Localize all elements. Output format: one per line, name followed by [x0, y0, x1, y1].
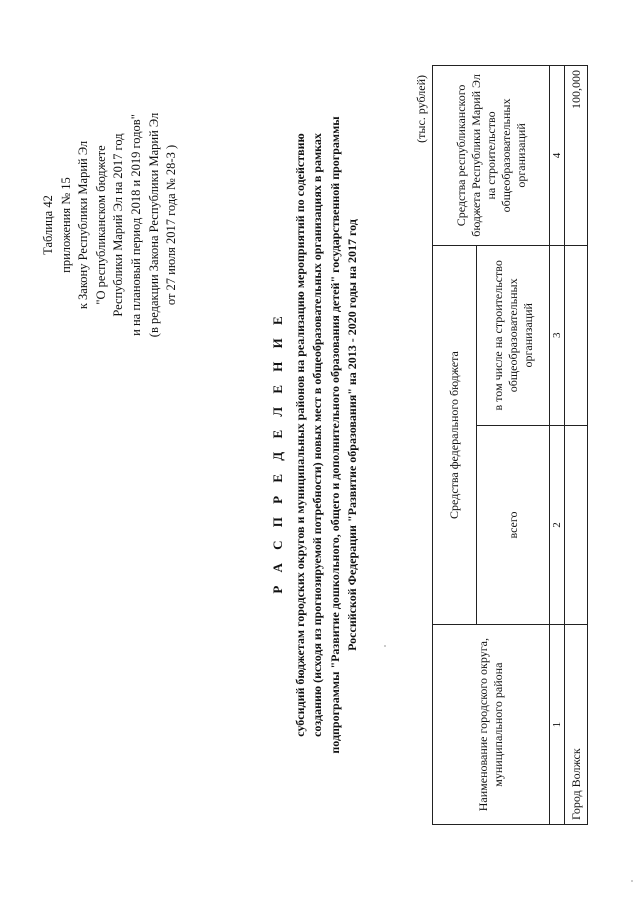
column-number: 4 [550, 66, 565, 246]
units-label: (тыс. рублей) [414, 75, 428, 143]
header-name: Наименование городского округа, муниципального района [433, 625, 550, 825]
document-title: Р А С П Р Е Д Е Л Е Н И Е [270, 311, 285, 594]
subtitle-line: созданию (исходя из прогнозируемой потребности) новых мест в общеобразовательных организациях в рамках [310, 133, 325, 737]
header-federal-total: всего [477, 425, 550, 625]
header-row [433, 66, 477, 825]
document-subtitle [292, 65, 362, 805]
row-republic: 100,000 [565, 66, 588, 246]
header-republic: Средства республиканского бюджета Республики Марий Эл на строительство общеобразовательных организаций [433, 66, 550, 246]
header-federal: Средства федерального бюджета [433, 245, 477, 624]
scan-speck [384, 645, 386, 647]
column-number: 3 [550, 245, 565, 425]
scan-speck [631, 880, 633, 882]
reference-line: приложения № 15 [58, 177, 73, 273]
table-row [565, 66, 588, 825]
reference-line: Таблица 42 [41, 195, 55, 255]
header-federal-construction: в том числе на строительство общеобразовательных организаций [477, 245, 550, 425]
row-federal-total [565, 425, 588, 625]
reference-line: "О республиканском бюджете [93, 145, 108, 305]
reference-line: и на плановый период 2018 и 2019 годов" [128, 114, 143, 336]
row-federal-construction [565, 245, 588, 425]
distribution-table [432, 65, 588, 825]
row-name: Город Волжск [565, 625, 588, 825]
subtitle-line: подпрограммы "Развитие дошкольного, общего и дополнительного образования детей" государственной программы [327, 116, 342, 754]
subtitle-line: субсидий бюджетам городских округов и муниципальных районов на реализацию мероприятий по содействию [293, 133, 307, 737]
reference-line: Республики Марий Эл на 2017 год [111, 133, 126, 317]
reference-line: (в редакции Закона Республики Марий Эл [146, 112, 161, 338]
column-number: 2 [550, 425, 565, 625]
column-number-row [550, 66, 565, 825]
subtitle-line: Российской Федерации "Развитие образования" на 2013 - 2020 годы на 2017 год [345, 219, 360, 651]
appendix-reference-block [40, 65, 181, 385]
reference-line: от 27 июля 2017 года № 28-З ) [164, 144, 179, 306]
reference-line: к Закону Республики Марий Эл [76, 140, 91, 310]
column-number: 1 [550, 625, 565, 825]
